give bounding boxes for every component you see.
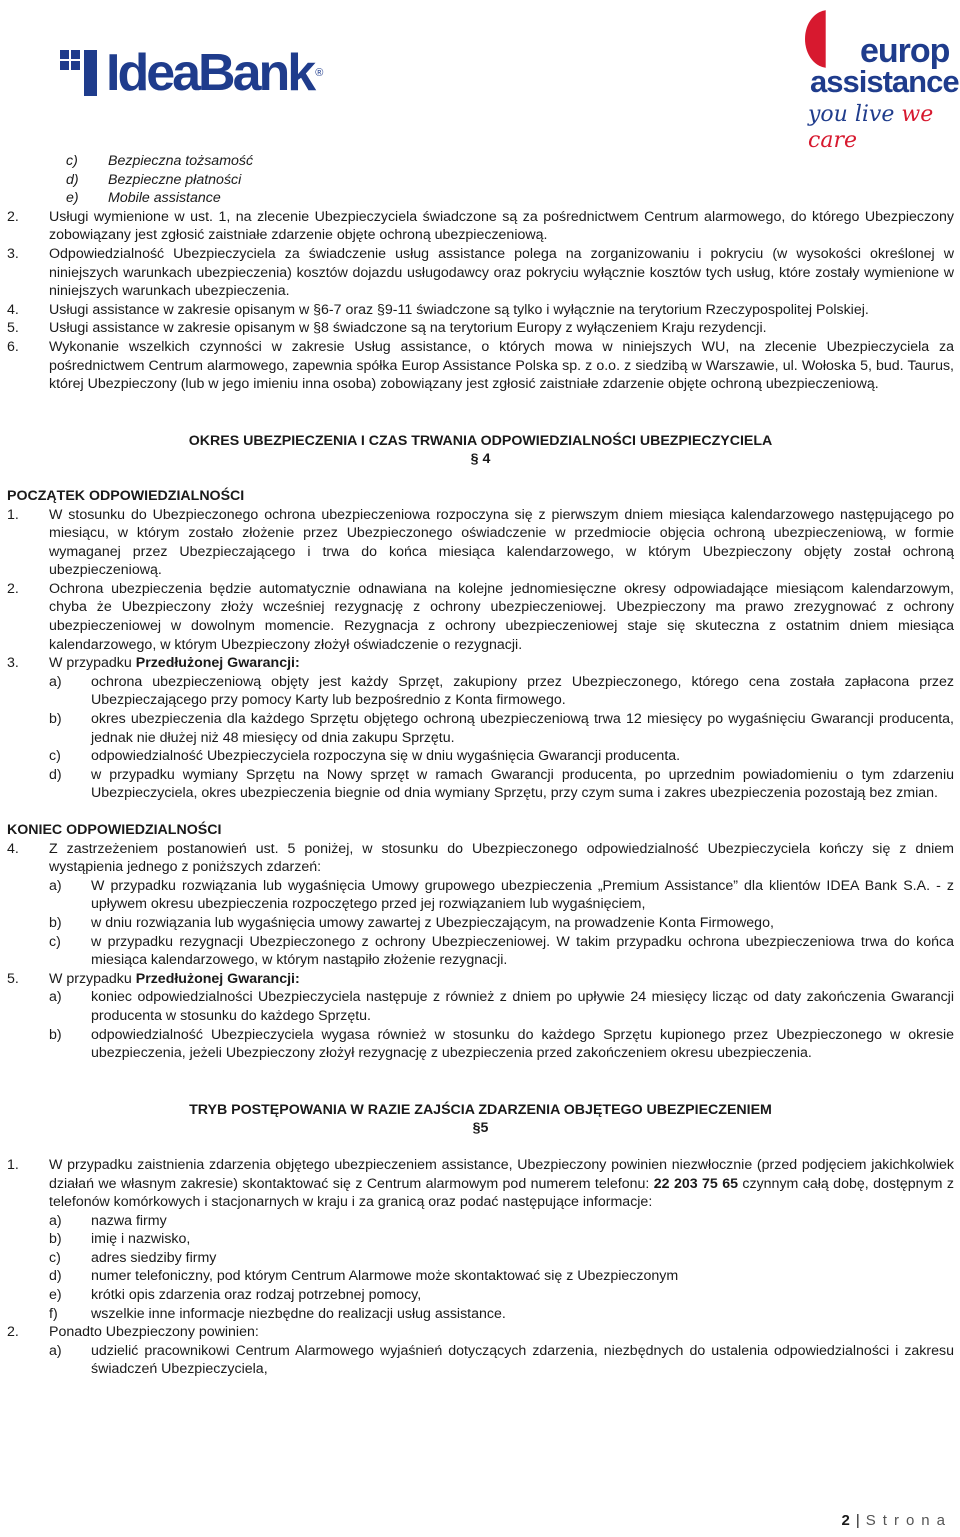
section-title: OKRES UBEZPIECZENIA I CZAS TRWANIA ODPOWIEDZIALNOŚCI UBEZPIECZYCIELA <box>188 432 773 449</box>
list-item: b) odpowiedzialność Ubezpieczyciela wygasa również w stosunku do każdego Sprzętu kupionego przez Ubezpieczonego w okresie ubezpieczenia, jeżeli Ubezpieczony złożył rezygnację z ubezpieczenia przed zakończeniem okresu ubezpieczenia. <box>49 1026 954 1062</box>
idea-bank-wordmark: IdeaBank <box>106 44 314 102</box>
paragraph: 2. Usługi wymienione w ust. 1, na zlecenie Ubezpieczyciela świadczone są za pośrednictwem Centrum alarmowego, do którego Ubezpieczony zobowiązany jest zgłosić zaistniałe zdarzenie objęte ochroną ubezpieczeniową. <box>7 208 954 244</box>
list-item: a) ochrona ubezpieczeniową objęty jest każdy Sprzęt, zakupiony przez Ubezpieczonego, którego cena została zapłacona przez Ubezpieczającego przy pomocy Karty lub bezpośrednio z Konta firmowego. <box>49 673 954 709</box>
list-item: b) imię i nazwisko, <box>49 1231 191 1248</box>
list-item: c) Bezpieczna tożsamość <box>66 153 254 169</box>
paragraph: 1. W przypadku zaistnienia zdarzenia objętego ubezpieczeniem assistance, Ubezpieczony powinien niezwłocznie (przed podjęciem jakichkolwiek działań we własnym zakresie) skontaktować się z Centrum alarmowym pod numerem telefonu: 22 203 75 65 czynnym całą dobę, dostępnym z telefonów komórkowych i stacjonarnych w kraju i za granicą oraz podać następujące informacje: <box>7 1156 954 1211</box>
list-item: d) numer telefoniczny, pod którym Centrum Alarmowe może skontaktować się z Ubezpieczonym <box>49 1268 679 1285</box>
list-item: b) w dniu rozwiązania lub wygaśnięcia umowy zawartej z Ubezpieczającym, na prowadzenie Konta Firmowego, <box>49 914 774 931</box>
europ-assistance-logo <box>800 4 960 153</box>
paragraph: 3. Odpowiedzialność Ubezpieczyciela za świadczenie usług assistance polega na zorganizowaniu i pokryciu (w wysokości określonej w niniejszych warunkach ubezpieczenia) kosztów dojazdu usługodawcy oraz pokryciu wyłącznie kosztów tych usług, które zostały wymienione w niniejszych warunkach ubezpieczenia. <box>7 245 954 300</box>
paragraph: 2. Ponadto Ubezpieczony powinien: <box>7 1324 259 1341</box>
page-number: 2 <box>841 1512 850 1529</box>
list-item: a) udzielić pracownikowi Centrum Alarmowego wyjaśnień dotyczących zdarzenia, niezbędnych do ustalenia odpowiedzialności i zakresu świadczeń Ubezpieczyciela, <box>49 1342 954 1378</box>
section-title: TRYB POSTĘPOWANIA W RAZIE ZAJŚCIA ZDARZENIA OBJĘTEGO UBEZPIECZENIEM <box>189 1101 772 1118</box>
list-item: a) nazwa firmy <box>49 1212 167 1229</box>
list-item: c) w przypadku rezygnacji Ubezpieczonego z ochrony Ubezpieczeniowej. W takim przypadku ochrona ubezpieczeniowa trwa do końca miesiąca kalendarzowego, w którym nastąpiło złożenie rezygnacji. <box>49 933 954 969</box>
list-item: f) wszelkie inne informacje niezbędne do realizacji usług assistance. <box>49 1305 506 1322</box>
page-footer <box>842 1512 952 1529</box>
paragraph: 2. Ochrona ubezpieczenia będzie automatycznie odnawiana na kolejne jednomiesięczne okresy odpowiadające miesiącom kalendarzowym, chyba że Ubezpieczony złoży wcześniej rezygnację z ochrony ubezpieczeniowej. Ubezpieczony ma prawo zrezygnować z ochrony ubezpieczeniowej w dowolnym momencie. Rezygnacja z ochrony ubezpieczeniowej staje się skuteczna z ostatnim dniem miesiąca kalendarzowego, w którym Ubezpieczony złożył oświadczenie o rezygnacji. <box>7 580 954 653</box>
subsection-heading: KONIEC ODPOWIEDZIALNOŚCI <box>7 822 222 838</box>
europ-assistance-mark-icon <box>805 10 851 68</box>
list-item: e) krótki opis zdarzenia oraz rodzaj potrzebnej pomocy, <box>49 1287 422 1304</box>
europ-logo-line2: assistance <box>810 64 959 99</box>
list-item: d) Bezpieczne płatności <box>66 171 242 188</box>
europ-logo-tagline: you live we care <box>808 102 934 153</box>
list-item: a) koniec odpowiedzialności Ubezpieczyciela następuje z również z dniem po upływie 24 miesięcy licząc od daty zakończenia Gwarancji producenta w stosunku do każdego Sprzętu. <box>49 989 954 1024</box>
section-number: §5 <box>472 1120 489 1137</box>
idea-bank-logo: IdeaBank ® <box>60 48 323 98</box>
list-item: c) odpowiedzialność Ubezpieczyciela rozpoczyna się w dniu wygaśnięcia Gwarancji producenta. <box>49 748 681 765</box>
list-item: e) Mobile assistance <box>66 190 221 207</box>
footer-separator: | <box>855 1512 860 1529</box>
paragraph: 4. Z zastrzeżeniem postanowień ust. 5 poniżej, w stosunku do Ubezpieczonego odpowiedzialność Ubezpieczyciela kończy się z dniem wystąpienia jednego z poniższych zdarzeń: <box>7 840 954 876</box>
paragraph: 3. W przypadku Przedłużonej Gwarancji: <box>7 655 300 672</box>
paragraph: 5. W przypadku Przedłużonej Gwarancji: <box>7 970 300 987</box>
paragraph: 6. Wykonanie wszelkich czynności w zakresie Usług assistance, o których mowa w niniejszych WU, na zlecenie Ubezpieczyciela za pośrednictwem Centrum alarmowego, zapewnia spółka Europ Assistance Polska sp. z o.o. z siedzibą w Warszawie, ul. Wołoska 5, bud. Taurus, której Ubezpieczony (lub w jego imieniu inna osoba) zobowiązany jest zgłosić zaistniałe zdarzenie objęte ochroną ubezpieczeniową. <box>7 338 954 393</box>
europ-logo-line1: europ <box>860 32 950 70</box>
paragraph: 4. Usługi assistance w zakresie opisanym w §6-7 oraz §9-11 świadczone są tylko i wyłącznie na terytorium Rzeczypospolitej Polskiej. <box>7 301 869 318</box>
section-number: § 4 <box>470 451 491 468</box>
list-item: d) w przypadku wymiany Sprzętu na Nowy sprzęt w ramach Gwarancji producenta, po uprzednim powiadomieniu o tym zdarzeniu Ubezpieczyciela, okres ubezpieczenia biegnie od dnia wymiany Sprzętu, przy czym suma i zakres ubezpieczenia pozostają bez zmian. <box>49 766 954 802</box>
list-item: a) W przypadku rozwiązania lub wygaśnięcia Umowy grupowego ubezpieczenia „Premium Assistance” dla klientów IDEA Bank S.A. - z upływem okresu ubezpieczenia rozpoczętego przed jej rozwiązaniem lub wygaśnięciem, <box>49 877 954 913</box>
idea-bank-mark-icon <box>60 50 100 96</box>
paragraph: 1. W stosunku do Ubezpieczonego ochrona ubezpieczeniowa rozpoczyna się z pierwszym dniem miesiąca kalendarzowego następującego po miesiącu, w którym zostało złożenie przez Ubezpieczonego oświadczenie w przedmiocie objęcia ochroną ubezpieczeniową, w formie wymaganej przez Ubezpieczającego i trwa do końca miesiąca kalendarzowego, w którym Ubezpieczony objęty został ochroną ubezpieczeniową. <box>7 506 954 579</box>
document-body <box>7 152 954 1379</box>
list-item: b) okres ubezpieczenia dla każdego Sprzętu objętego ochroną ubezpieczeniową trwa 12 miesięcy po wygaśnięciu Gwarancji producenta, jednak nie dłużej niż 48 miesięcy od dnia zakupu Sprzętu. <box>49 711 954 746</box>
paragraph: 5. Usługi assistance w zakresie opisanym w §8 świadczone są na terytorium Europy z wyłączeniem Kraju rezydencji. <box>7 320 767 337</box>
page-header <box>0 0 960 153</box>
subsection-heading: POCZĄTEK ODPOWIEDZIALNOŚCI <box>7 487 245 504</box>
list-item: c) adres siedziby firmy <box>49 1249 217 1266</box>
page-label: Strona <box>865 1512 952 1529</box>
